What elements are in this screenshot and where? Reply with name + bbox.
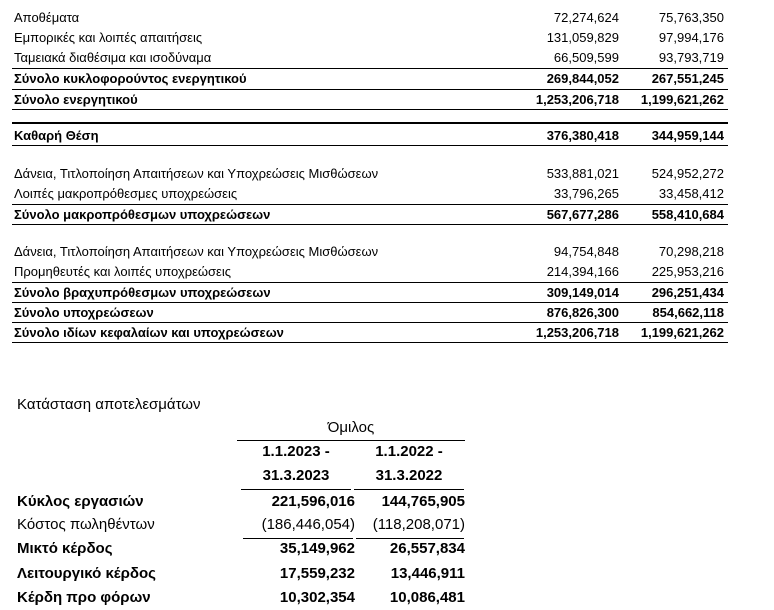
row-label: Σύνολο κυκλοφορούντος ενεργητικού	[14, 71, 247, 86]
row-value-2023: 131,059,829	[546, 30, 619, 45]
bs-row-other-long-term	[12, 184, 728, 203]
period-header-2022-line1: 1.1.2022 -	[375, 443, 443, 460]
row-value-2023: 1,253,206,718	[535, 92, 619, 107]
is-row-operating-profit	[17, 562, 477, 586]
row-value-2023: 1,253,206,718	[535, 325, 619, 340]
row-label: Δάνεια, Τιτλοποίηση Απαιτήσεων και Υποχρεώσεις Μισθώσεων	[14, 244, 379, 259]
row-value-2023: 309,149,014	[546, 285, 619, 300]
bs-row-total-equity-liabilities	[12, 322, 728, 343]
row-value-2022: 296,251,434	[651, 285, 724, 300]
row-value-2022: 1,199,621,262	[640, 92, 724, 107]
row-label: Σύνολο μακροπρόθεσμων υποχρεώσεων	[14, 207, 271, 222]
row-value-2023: 72,274,624	[553, 10, 619, 25]
bs-row-total-assets	[12, 89, 728, 110]
row-value-2022: 344,959,144	[651, 128, 724, 143]
row-value-2022: 33,458,412	[658, 186, 724, 201]
row-value-2023: 376,380,418	[546, 128, 619, 143]
row-value-2022: 558,410,684	[651, 207, 724, 222]
row-value-2022: 93,793,719	[658, 50, 724, 65]
row-label: Δάνεια, Τιτλοποίηση Απαιτήσεων και Υποχρεώσεις Μισθώσεων	[14, 166, 379, 181]
row-value-2023: 10,302,354	[279, 589, 355, 606]
bs-row-long-term-loans	[12, 164, 728, 183]
row-label: Προμηθευτές και λοιπές υποχρεώσεις	[14, 264, 232, 279]
row-value-2022: 75,763,350	[658, 10, 724, 25]
is-row-profit-before-tax	[17, 586, 477, 610]
row-value-2022: 854,662,118	[652, 305, 724, 320]
row-label: Κέρδη προ φόρων	[17, 589, 151, 606]
row-label: Μικτό κέρδος	[17, 540, 113, 557]
row-value-2023: 214,394,166	[546, 264, 619, 279]
row-value-2023: 533,881,021	[546, 166, 619, 181]
bs-row-total-liabilities	[12, 302, 728, 322]
row-value-2022: 97,994,176	[658, 30, 724, 45]
period-header-2022-line2: 31.3.2022	[375, 467, 443, 484]
row-label: Λειτουργικό κέρδος	[17, 565, 156, 582]
period-header-2023-line2: 31.3.2023	[262, 467, 330, 484]
section-rule	[12, 122, 728, 124]
row-value-2022: 524,952,272	[651, 166, 724, 181]
row-label: Αποθέματα	[14, 10, 80, 25]
is-row-gross-profit	[17, 537, 477, 561]
row-value-2023: 221,596,016	[271, 493, 355, 510]
row-value-2022: 26,557,834	[389, 540, 465, 557]
row-label: Κύκλος εργασιών	[17, 493, 144, 510]
row-value-2023: 567,677,286	[546, 207, 619, 222]
income-statement-title: Κατάσταση αποτελεσμάτων	[17, 396, 201, 413]
row-value-2023: 33,796,265	[553, 186, 619, 201]
bs-row-inventories	[12, 8, 728, 27]
row-label: Σύνολο ιδίων κεφαλαίων και υποχρεώσεων	[14, 325, 284, 340]
row-label: Λοιπές μακροπρόθεσμες υποχρεώσεις	[14, 186, 238, 201]
row-value-2022: 225,953,216	[651, 264, 724, 279]
row-value-2022: 70,298,218	[658, 244, 724, 259]
row-value-2023: 876,826,300	[546, 305, 619, 320]
bs-row-total-long-term	[12, 204, 728, 225]
row-value-2022: 1,199,621,262	[640, 325, 724, 340]
bs-row-short-term-loans	[12, 242, 728, 261]
bs-row-equity	[12, 126, 728, 146]
row-value-2023: 66,509,599	[553, 50, 619, 65]
is-row-revenue	[17, 490, 477, 514]
bs-row-total-short-term	[12, 282, 728, 302]
row-label: Σύνολο ενεργητικού	[14, 92, 138, 107]
row-label: Σύνολο βραχυπρόθεσμων υποχρεώσεων	[14, 285, 271, 300]
row-value-2022: 13,446,911	[390, 565, 465, 582]
row-label: Σύνολο υποχρεώσεων	[14, 305, 154, 320]
row-value-2023: 35,149,962	[279, 540, 355, 557]
row-value-2023: 94,754,848	[553, 244, 619, 259]
bs-row-suppliers	[12, 262, 728, 281]
period-header-2023-line1: 1.1.2023 -	[262, 443, 330, 460]
row-value-2023: 269,844,052	[546, 71, 619, 86]
row-value-2022: (118,208,071)	[372, 516, 465, 533]
row-value-2023: 17,559,232	[279, 565, 355, 582]
row-value-2022: 267,551,245	[651, 71, 724, 86]
row-label: Εμπορικές και λοιπές απαιτήσεις	[14, 30, 203, 45]
row-label: Ταμειακά διαθέσιμα και ισοδύναμα	[14, 50, 212, 65]
bs-row-receivables	[12, 28, 728, 47]
group-underline	[237, 440, 465, 441]
bs-row-cash	[12, 48, 728, 67]
row-value-2023: (186,446,054)	[261, 516, 355, 533]
row-label: Κόστος πωληθέντων	[17, 516, 155, 533]
row-label: Καθαρή Θέση	[14, 128, 99, 143]
is-row-cost-of-sales	[17, 513, 477, 537]
row-value-2022: 144,765,905	[381, 493, 465, 510]
group-header: Όμιλος	[327, 419, 375, 436]
row-value-2022: 10,086,481	[389, 589, 465, 606]
bs-row-total-current-assets	[12, 68, 728, 88]
